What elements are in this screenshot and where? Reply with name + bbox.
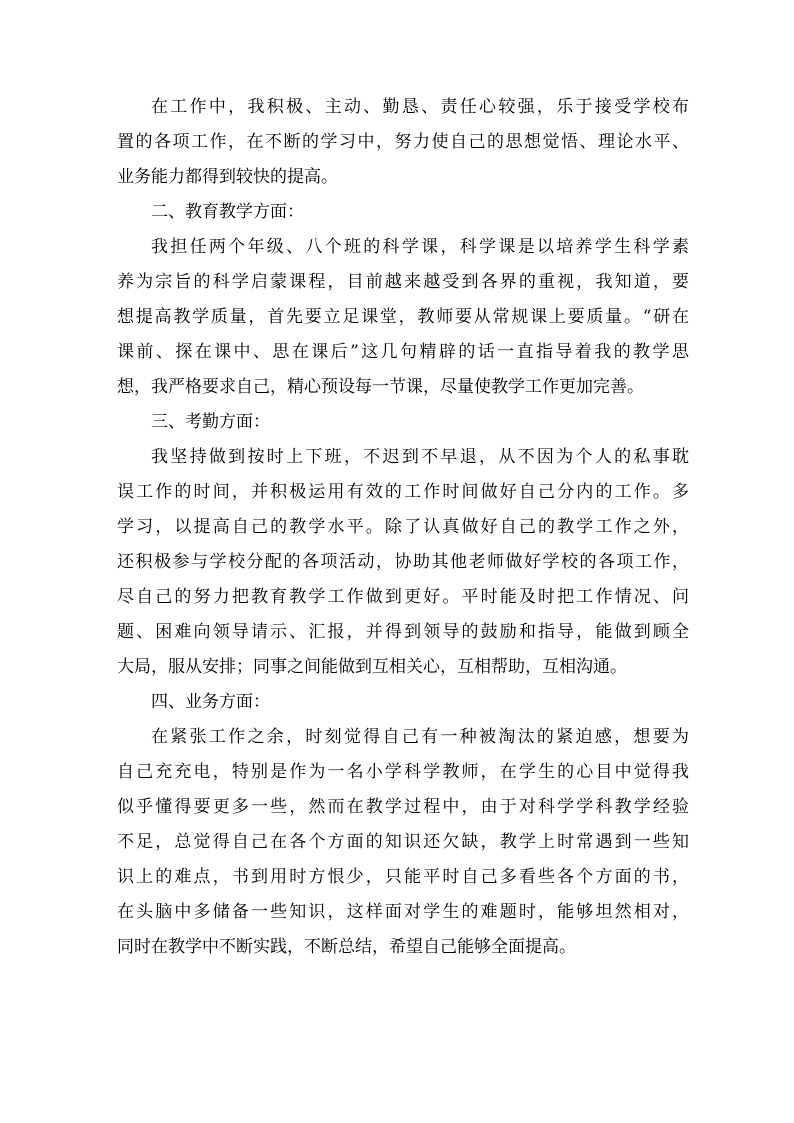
paragraph-line: 识上的难点，书到用时方恨少，只能平时自己多看些各个方面的书， [117, 867, 689, 887]
paragraph-line: 我坚持做到按时上下班，不迟到不早退，从不因为个人的私事耽 [151, 447, 689, 467]
paragraph-line: 同时在教学中不断实践，不断总结，希望自己能够全面提高。 [117, 937, 576, 957]
paragraph-line: 误工作的时间，并积极运用有效的工作时间做好自己分内的工作。多 [117, 482, 689, 502]
paragraph-line: 我担任两个年级、八个班的科学课，科学课是以培养学生科学素 [151, 237, 689, 257]
paragraph-line: 想提高教学质量，首先要立足课堂，教师要从常规课上要质量。“研在 [117, 307, 689, 327]
paragraph-line: 自己充充电，特别是作为一名小学科学教师，在学生的心目中觉得我 [117, 762, 689, 782]
paragraph-line: 尽自己的努力把教育教学工作做到更好。平时能及时把工作情况、问 [117, 587, 689, 607]
section-heading: 二、教育教学方面： [151, 202, 304, 222]
paragraph-line: 置的各项工作，在不断的学习中，努力使自己的思想觉悟、理论水平、 [117, 132, 689, 152]
paragraph-line: 业务能力都得到较快的提高。 [117, 167, 338, 187]
paragraph-line: 在紧张工作之余，时刻觉得自己有一种被淘汰的紧迫感，想要为 [151, 727, 689, 747]
paragraph-line: 想，我严格要求自己，精心预设每一节课，尽量使教学工作更加完善。 [117, 377, 644, 397]
paragraph-line: 不足，总觉得自己在各个方面的知识还欠缺，教学上时常遇到一些知 [117, 832, 689, 852]
document-body [117, 90, 689, 965]
paragraph-line: 在工作中，我积极、主动、勤恳、责任心较强，乐于接受学校布 [151, 97, 689, 117]
paragraph-line: 还积极参与学校分配的各项活动，协助其他老师做好学校的各项工作， [117, 552, 689, 572]
section-heading: 四、业务方面： [151, 692, 270, 712]
paragraph-line: 课前、探在课中、思在课后”这几句精辟的话一直指导着我的教学思 [117, 342, 689, 362]
paragraph-line: 养为宗旨的科学启蒙课程，目前越来越受到各界的重视，我知道，要 [117, 272, 689, 292]
paragraph-line: 似乎懂得要更多一些，然而在教学过程中，由于对科学学科教学经验 [117, 797, 689, 817]
paragraph-line: 在头脑中多储备一些知识，这样面对学生的难题时，能够坦然相对， [117, 902, 689, 922]
paragraph-line: 学习，以提高自己的教学水平。除了认真做好自己的教学工作之外， [117, 517, 689, 537]
paragraph-line: 题、困难向领导请示、汇报，并得到领导的鼓励和指导，能做到顾全 [117, 622, 689, 642]
section-heading: 三、考勤方面： [151, 412, 270, 432]
paragraph-line: 大局，服从安排；同事之间能做到互相关心，互相帮助，互相沟通。 [117, 657, 627, 677]
